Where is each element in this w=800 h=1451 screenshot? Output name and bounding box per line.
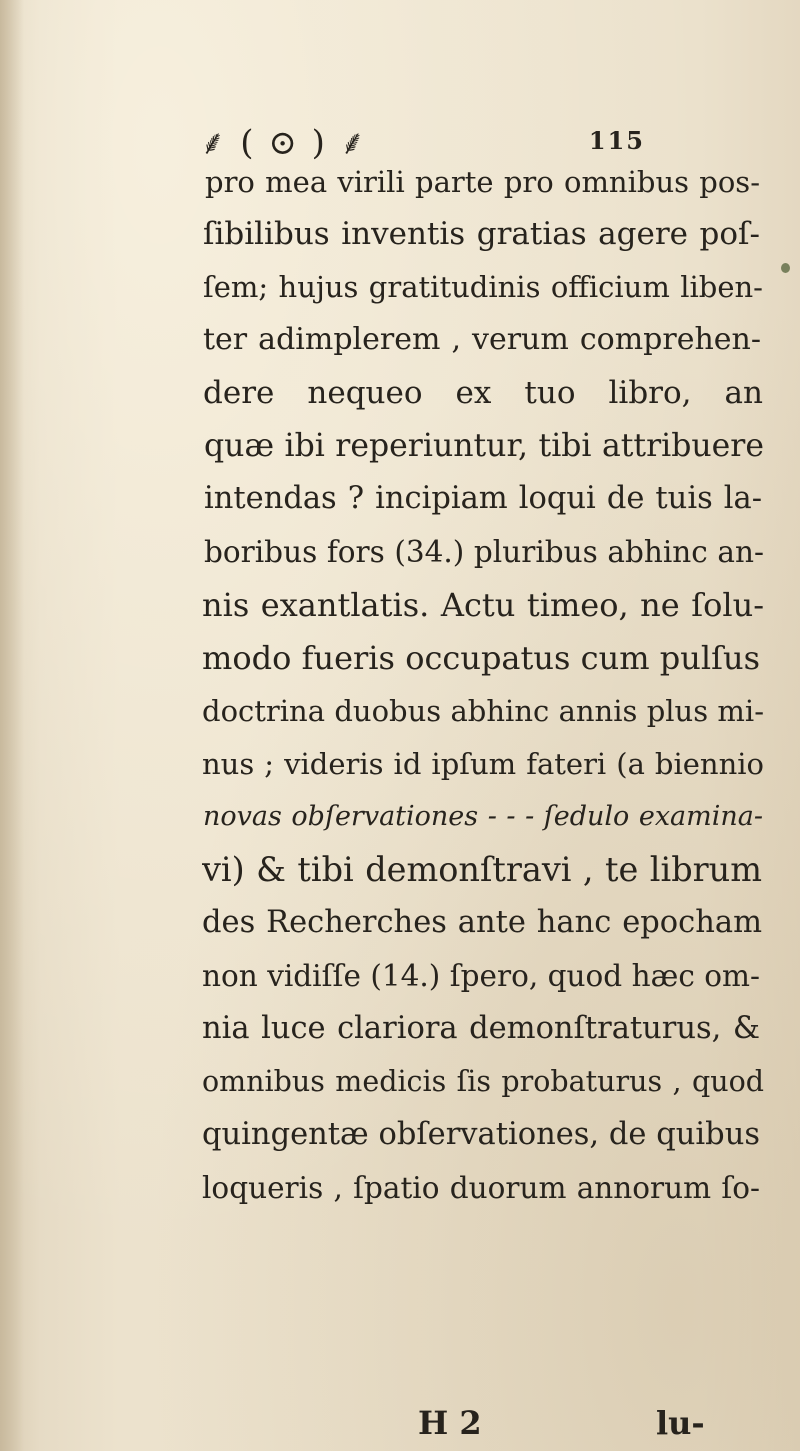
catch-line (0, 1404, 800, 1450)
running-header (200, 118, 645, 162)
text-line-9: nis exantlatis. Actu timeo, ne ſolu- (202, 586, 764, 624)
text-line-15: des Recherches ante hanc epocham (202, 905, 762, 940)
text-line-14: vi) & tibi demonſtravi , te librum (202, 850, 762, 889)
text-line-11: doctrina duobus abhinc annis plus mi- (202, 694, 764, 728)
text-line-12: nus ; videris id ipſum fateri (a biennio (202, 747, 764, 781)
page-gutter-shadow (0, 0, 24, 1451)
text-line-2: ſibilibus inventis gratias agere poſ- (203, 216, 760, 252)
text-line-13: novas obſervationes - - - ſedulo examina- (203, 801, 763, 832)
text-line-5: dere nequeo ex tuo libro, an (203, 375, 763, 411)
text-line-6: quæ ibi reperiuntur, tibi attribuere (204, 428, 764, 464)
text-line-4: ter adimplerem , verum comprehen- (203, 322, 761, 357)
signature-mark: H 2 (418, 1404, 482, 1442)
text-line-17: nia luce clariora demonſtraturus, & (202, 1011, 760, 1046)
page-number: 115 (588, 126, 645, 155)
ink-speck (781, 263, 790, 273)
text-line-1: pro mea virili parte pro omnibus pos- (205, 165, 760, 199)
text-line-8: boribus fors (34.) pluribus abhinc an- (204, 535, 764, 569)
text-line-19: quingentæ obſervationes, de quibus (202, 1117, 760, 1152)
catchword: lu- (656, 1404, 705, 1442)
text-line-7: intendas ? incipiam loqui de tuis la- (204, 481, 762, 516)
text-line-3: ſem; hujus gratitudinis officium liben- (203, 270, 763, 304)
header-ornament: ⸙ ( ⊙ ) ⸙ (200, 123, 368, 163)
text-line-16: non vidiſſe (14.) ſpero, quod hæc om- (202, 959, 760, 993)
text-line-10: modo fueris occupatus cum pulſus (202, 639, 760, 677)
text-line-18: omnibus medicis ſis probaturus , quod (202, 1065, 764, 1098)
text-line-20: loqueris , ſpatio duorum annorum ſo- (202, 1171, 760, 1205)
